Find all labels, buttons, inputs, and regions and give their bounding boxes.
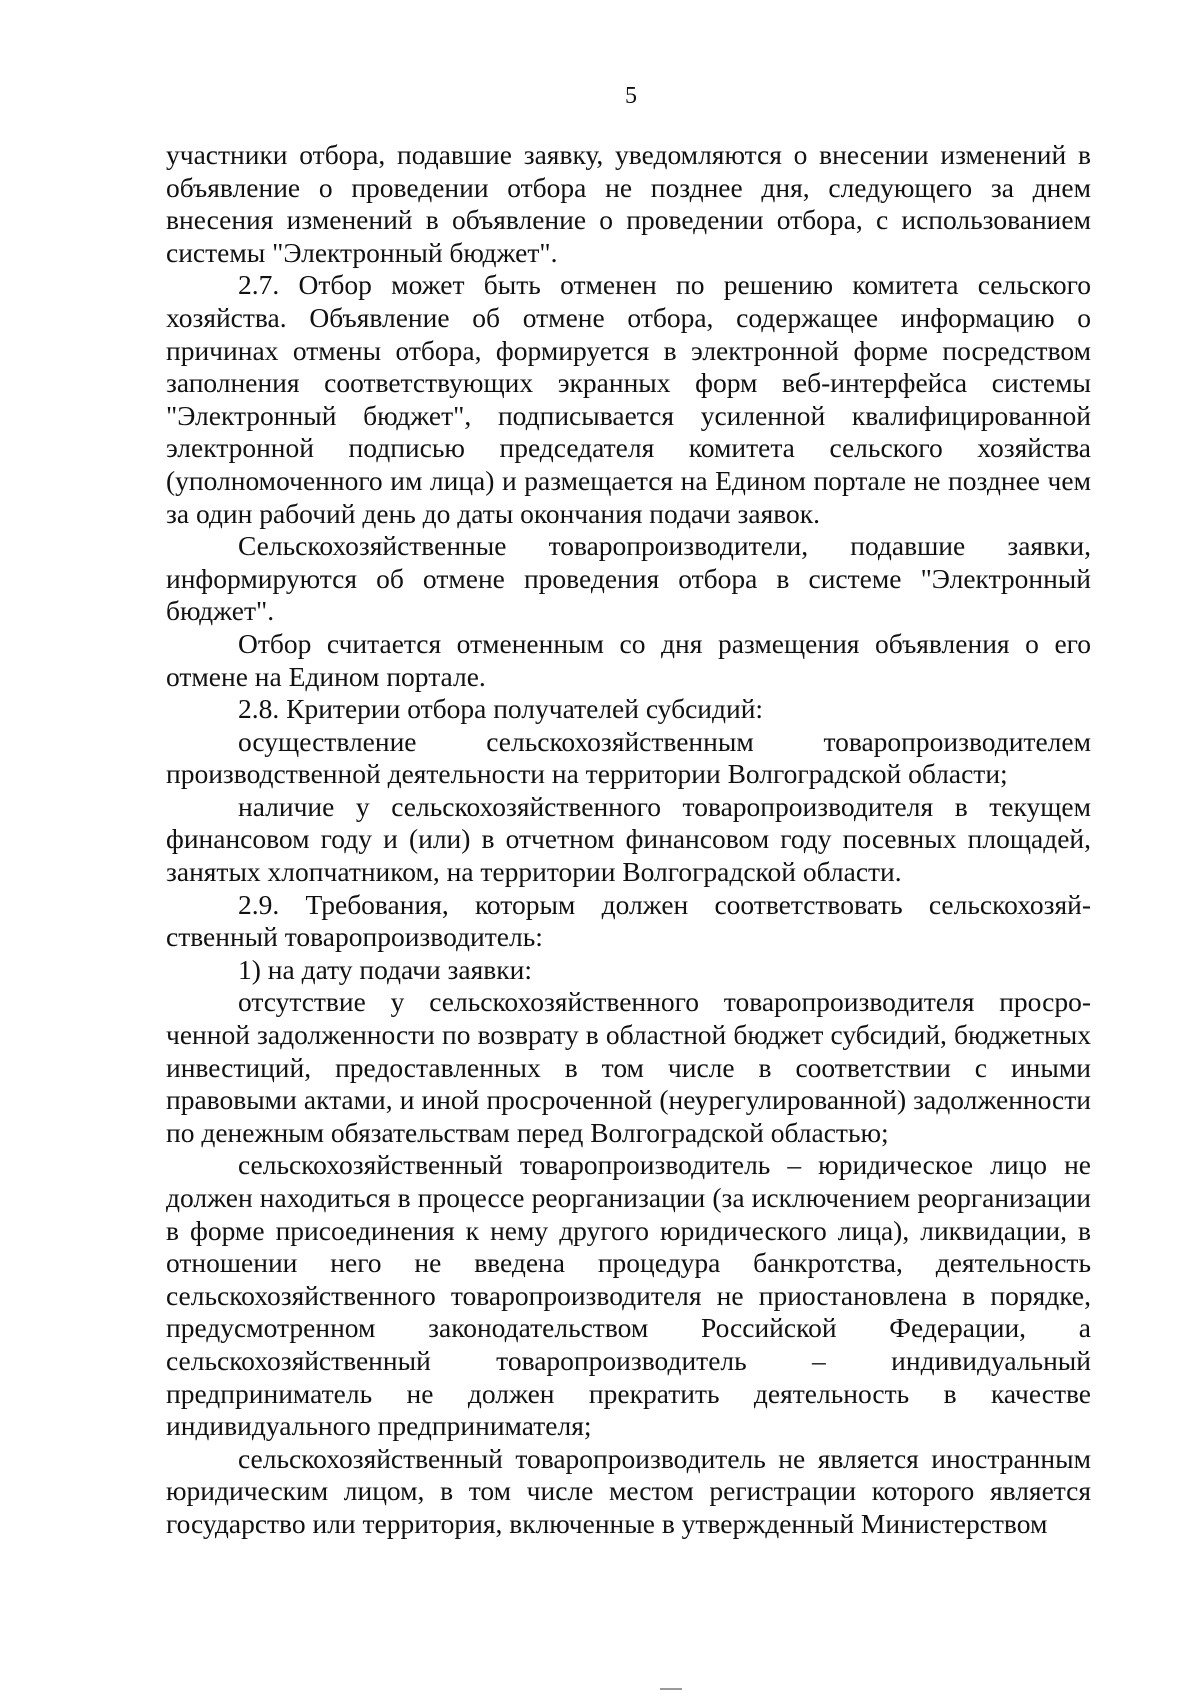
paragraph-producers-informed: Сельскохозяйственные товаропроизводители, подавшие заявки, информируются об отмене проведения отбора в системе "Электронный бюджет".	[166, 530, 1091, 627]
document-body	[166, 139, 1091, 1541]
paragraph-criterion-activity: осуществление сельскохозяйственным товаропроизводителем производственной деятельности на территории Волгоградской области;	[166, 725, 1091, 790]
page-number: 5	[625, 83, 637, 109]
paragraph-requirement-no-debt: отсутствие у сельскохозяйственного товаропроизводителя просроченной задолженности по возврату в областной бюджет субсидий, бюджетных инвестиций, предоставленных в том числе в соответствии с иными правовыми актами, и иной просроченной (неурегулированной) задолженности по денежным обязательствам перед Волгоградской областью;	[166, 986, 1091, 1148]
paragraph-notification-continuation: участники отбора, подавшие заявку, уведомляются о внесении изменений в объявление о проведении отбора не позднее дня, следующего за днем внесения изменений в объявление о проведении отбора, с использованием системы "Электронный бюджет".	[166, 139, 1091, 268]
paragraph-2-8-criteria-heading: 2.8. Критерии отбора получателей субсидий:	[238, 693, 764, 725]
paragraph-requirement-not-foreign: сельскохозяйственный товаропроизводитель не является иностранным юридическим лицом, в том числе местом регистрации которого является государство или территория, включенные в утвержденный Министерством	[166, 1442, 1091, 1539]
paragraph-2-7-cancellation: 2.7. Отбор может быть отменен по решению комитета сельского хозяйства. Объявление об отмене отбора, содержащее информацию о причинах отмены отбора, формируется в электронной форме посредством заполнения соответствующих экранных форм веб-интерфейса системы "Электронный бюджет", подписывается усиленной квалифицированной электронной подписью председателя комитета сельского хозяйства (уполномоченного им лица) и размещается на Едином портале не позднее чем за один рабочий день до даты окончания подачи заявок.	[166, 269, 1091, 529]
scan-artifact	[660, 1688, 682, 1690]
paragraph-criterion-cotton-areas: наличие у сельскохозяйственного товаропроизводителя в текущем финансовом году и (или) в отчетном финансовом году посевных площадей, занятых хлопчатником, на территории Волгоградской области.	[166, 790, 1091, 888]
paragraph-requirement-date: 1) на дату подачи заявки:	[238, 953, 532, 985]
paragraph-selection-cancelled: Отбор считается отмененным со дня размещения объявления о его отмене на Едином портале.	[166, 627, 1091, 692]
paragraph-2-9-requirements-heading: 2.9. Требования, которым должен соответствовать сельскохозяйственный товаропроизводитель:	[166, 888, 1091, 953]
paragraph-requirement-no-reorganization: сельскохозяйственный товаропроизводитель – юридическое лицо не должен находиться в процессе реорганизации (за исключением реорганизации в форме присоединения к нему другого юридического лица), ликвидации, в отношении него не введена процедура банкротства, деятельность сельскохозяйственного товаропроизводителя не приостановлена в порядке, предусмотренном законодательством Российской Федерации, а сельскохозяйственный товаропроизводитель – индивидуальный предприниматель не должен прекратить деятельность в качестве индивидуального предпринимателя;	[166, 1149, 1091, 1442]
